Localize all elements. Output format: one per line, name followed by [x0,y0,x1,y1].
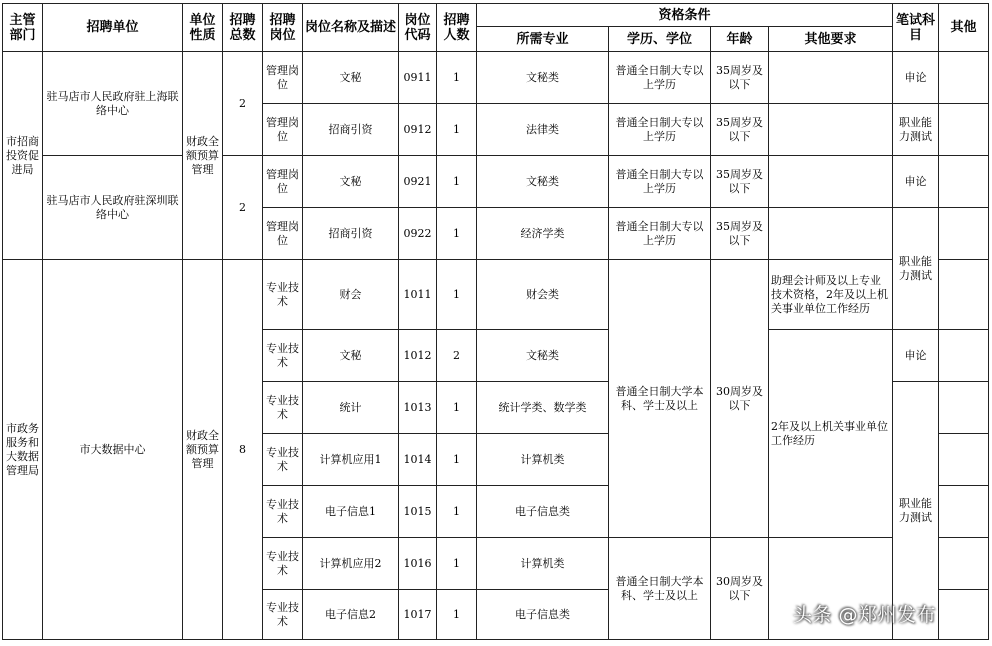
other-cell [939,208,989,260]
other-cell [939,538,989,590]
watermark-text: 头条 @郑州发布 [793,604,937,626]
code-cell: 0921 [399,156,437,208]
col-header-post-name: 岗位名称及描述 [303,4,399,52]
other-req-cell [769,104,893,156]
exam-cell: 申论 [893,156,939,208]
age-cell: 30周岁及以下 [711,538,769,640]
count-cell: 1 [437,156,477,208]
col-header-qualifications: 资格条件 [477,4,893,27]
col-header-nature: 单位性质 [183,4,223,52]
code-cell: 1011 [399,260,437,330]
count-cell: 1 [437,52,477,104]
post-name-cell: 计算机应用2 [303,538,399,590]
exam-cell: 申论 [893,330,939,382]
unit-cell: 驻马店市人民政府驻上海联络中心 [43,52,183,156]
post-name-cell: 文秘 [303,52,399,104]
post-cell: 专业技术 [263,382,303,434]
total-cell: 2 [223,52,263,156]
total-cell: 8 [223,260,263,640]
edu-cell: 普通全日制大学本科、学士及以上 [609,260,711,538]
code-cell: 1014 [399,434,437,486]
major-cell: 文秘类 [477,52,609,104]
table-row [3,260,989,330]
post-name-cell: 文秘 [303,156,399,208]
major-cell: 法律类 [477,104,609,156]
count-cell: 1 [437,434,477,486]
other-cell [939,52,989,104]
other-cell [939,382,989,434]
total-cell: 2 [223,156,263,260]
post-name-cell: 文秘 [303,330,399,382]
dept-cell: 市招商投资促进局 [3,52,43,260]
other-req-cell: 2年及以上机关事业单位工作经历 [769,330,893,538]
code-cell: 0912 [399,104,437,156]
table-row [3,52,989,104]
major-cell: 文秘类 [477,156,609,208]
other-req-cell [769,52,893,104]
col-header-other: 其他 [939,4,989,52]
post-cell: 管理岗位 [263,104,303,156]
post-name-cell: 计算机应用1 [303,434,399,486]
other-req-cell: 助理会计师及以上专业技术资格，2年及以上机关事业单位工作经历 [769,260,893,330]
other-cell [939,590,989,640]
count-cell: 2 [437,330,477,382]
other-req-cell [769,156,893,208]
code-cell: 1017 [399,590,437,640]
col-header-age: 年龄 [711,27,769,52]
count-cell: 1 [437,486,477,538]
col-header-dept: 主管部门 [3,4,43,52]
col-header-edu: 学历、学位 [609,27,711,52]
col-header-code: 岗位代码 [399,4,437,52]
col-header-unit: 招聘单位 [43,4,183,52]
count-cell: 1 [437,260,477,330]
other-req-cell [769,208,893,260]
age-cell: 30周岁及以下 [711,260,769,538]
post-cell: 管理岗位 [263,52,303,104]
recruitment-table [2,3,989,640]
exam-cell: 职业能力测试 [893,104,939,156]
post-cell: 专业技术 [263,590,303,640]
edu-cell: 普通全日制大专以上学历 [609,208,711,260]
exam-cell: 职业能力测试 [893,382,939,640]
post-name-cell: 电子信息1 [303,486,399,538]
col-header-count: 招聘人数 [437,4,477,52]
age-cell: 35周岁及以下 [711,104,769,156]
code-cell: 1015 [399,486,437,538]
other-cell [939,260,989,330]
count-cell: 1 [437,104,477,156]
exam-cell: 申论 [893,52,939,104]
post-name-cell: 招商引资 [303,104,399,156]
count-cell: 1 [437,538,477,590]
nature-cell: 财政全额预算管理 [183,52,223,260]
other-cell [939,486,989,538]
count-cell: 1 [437,590,477,640]
other-cell [939,104,989,156]
code-cell: 1016 [399,538,437,590]
age-cell: 35周岁及以下 [711,52,769,104]
count-cell: 1 [437,208,477,260]
major-cell: 电子信息类 [477,486,609,538]
post-cell: 专业技术 [263,538,303,590]
major-cell: 文秘类 [477,330,609,382]
code-cell: 1013 [399,382,437,434]
unit-cell: 市大数据中心 [43,260,183,640]
nature-cell: 财政全额预算管理 [183,260,223,640]
post-cell: 专业技术 [263,260,303,330]
count-cell: 1 [437,382,477,434]
post-cell: 专业技术 [263,486,303,538]
other-cell [939,434,989,486]
post-name-cell: 电子信息2 [303,590,399,640]
age-cell: 35周岁及以下 [711,208,769,260]
major-cell: 财会类 [477,260,609,330]
post-cell: 管理岗位 [263,208,303,260]
post-cell: 专业技术 [263,434,303,486]
other-cell [939,330,989,382]
major-cell: 统计学类、数学类 [477,382,609,434]
edu-cell: 普通全日制大专以上学历 [609,156,711,208]
post-name-cell: 招商引资 [303,208,399,260]
major-cell: 计算机类 [477,538,609,590]
table-row [3,156,989,208]
dept-cell: 市政务服务和大数据管理局 [3,260,43,640]
edu-cell: 普通全日制大专以上学历 [609,52,711,104]
age-cell: 35周岁及以下 [711,156,769,208]
col-header-major: 所需专业 [477,27,609,52]
code-cell: 0911 [399,52,437,104]
col-header-exam: 笔试科目 [893,4,939,52]
code-cell: 1012 [399,330,437,382]
col-header-total: 招聘总数 [223,4,263,52]
post-name-cell: 财会 [303,260,399,330]
major-cell: 计算机类 [477,434,609,486]
post-cell: 专业技术 [263,330,303,382]
post-name-cell: 统计 [303,382,399,434]
exam-cell: 职业能力测试 [893,208,939,330]
major-cell: 电子信息类 [477,590,609,640]
post-cell: 管理岗位 [263,156,303,208]
edu-cell: 普通全日制大专以上学历 [609,104,711,156]
col-header-post: 招聘岗位 [263,4,303,52]
col-header-other-req: 其他要求 [769,27,893,52]
edu-cell: 普通全日制大学本科、学士及以上 [609,538,711,640]
other-cell [939,156,989,208]
unit-cell: 驻马店市人民政府驻深圳联络中心 [43,156,183,260]
major-cell: 经济学类 [477,208,609,260]
code-cell: 0922 [399,208,437,260]
